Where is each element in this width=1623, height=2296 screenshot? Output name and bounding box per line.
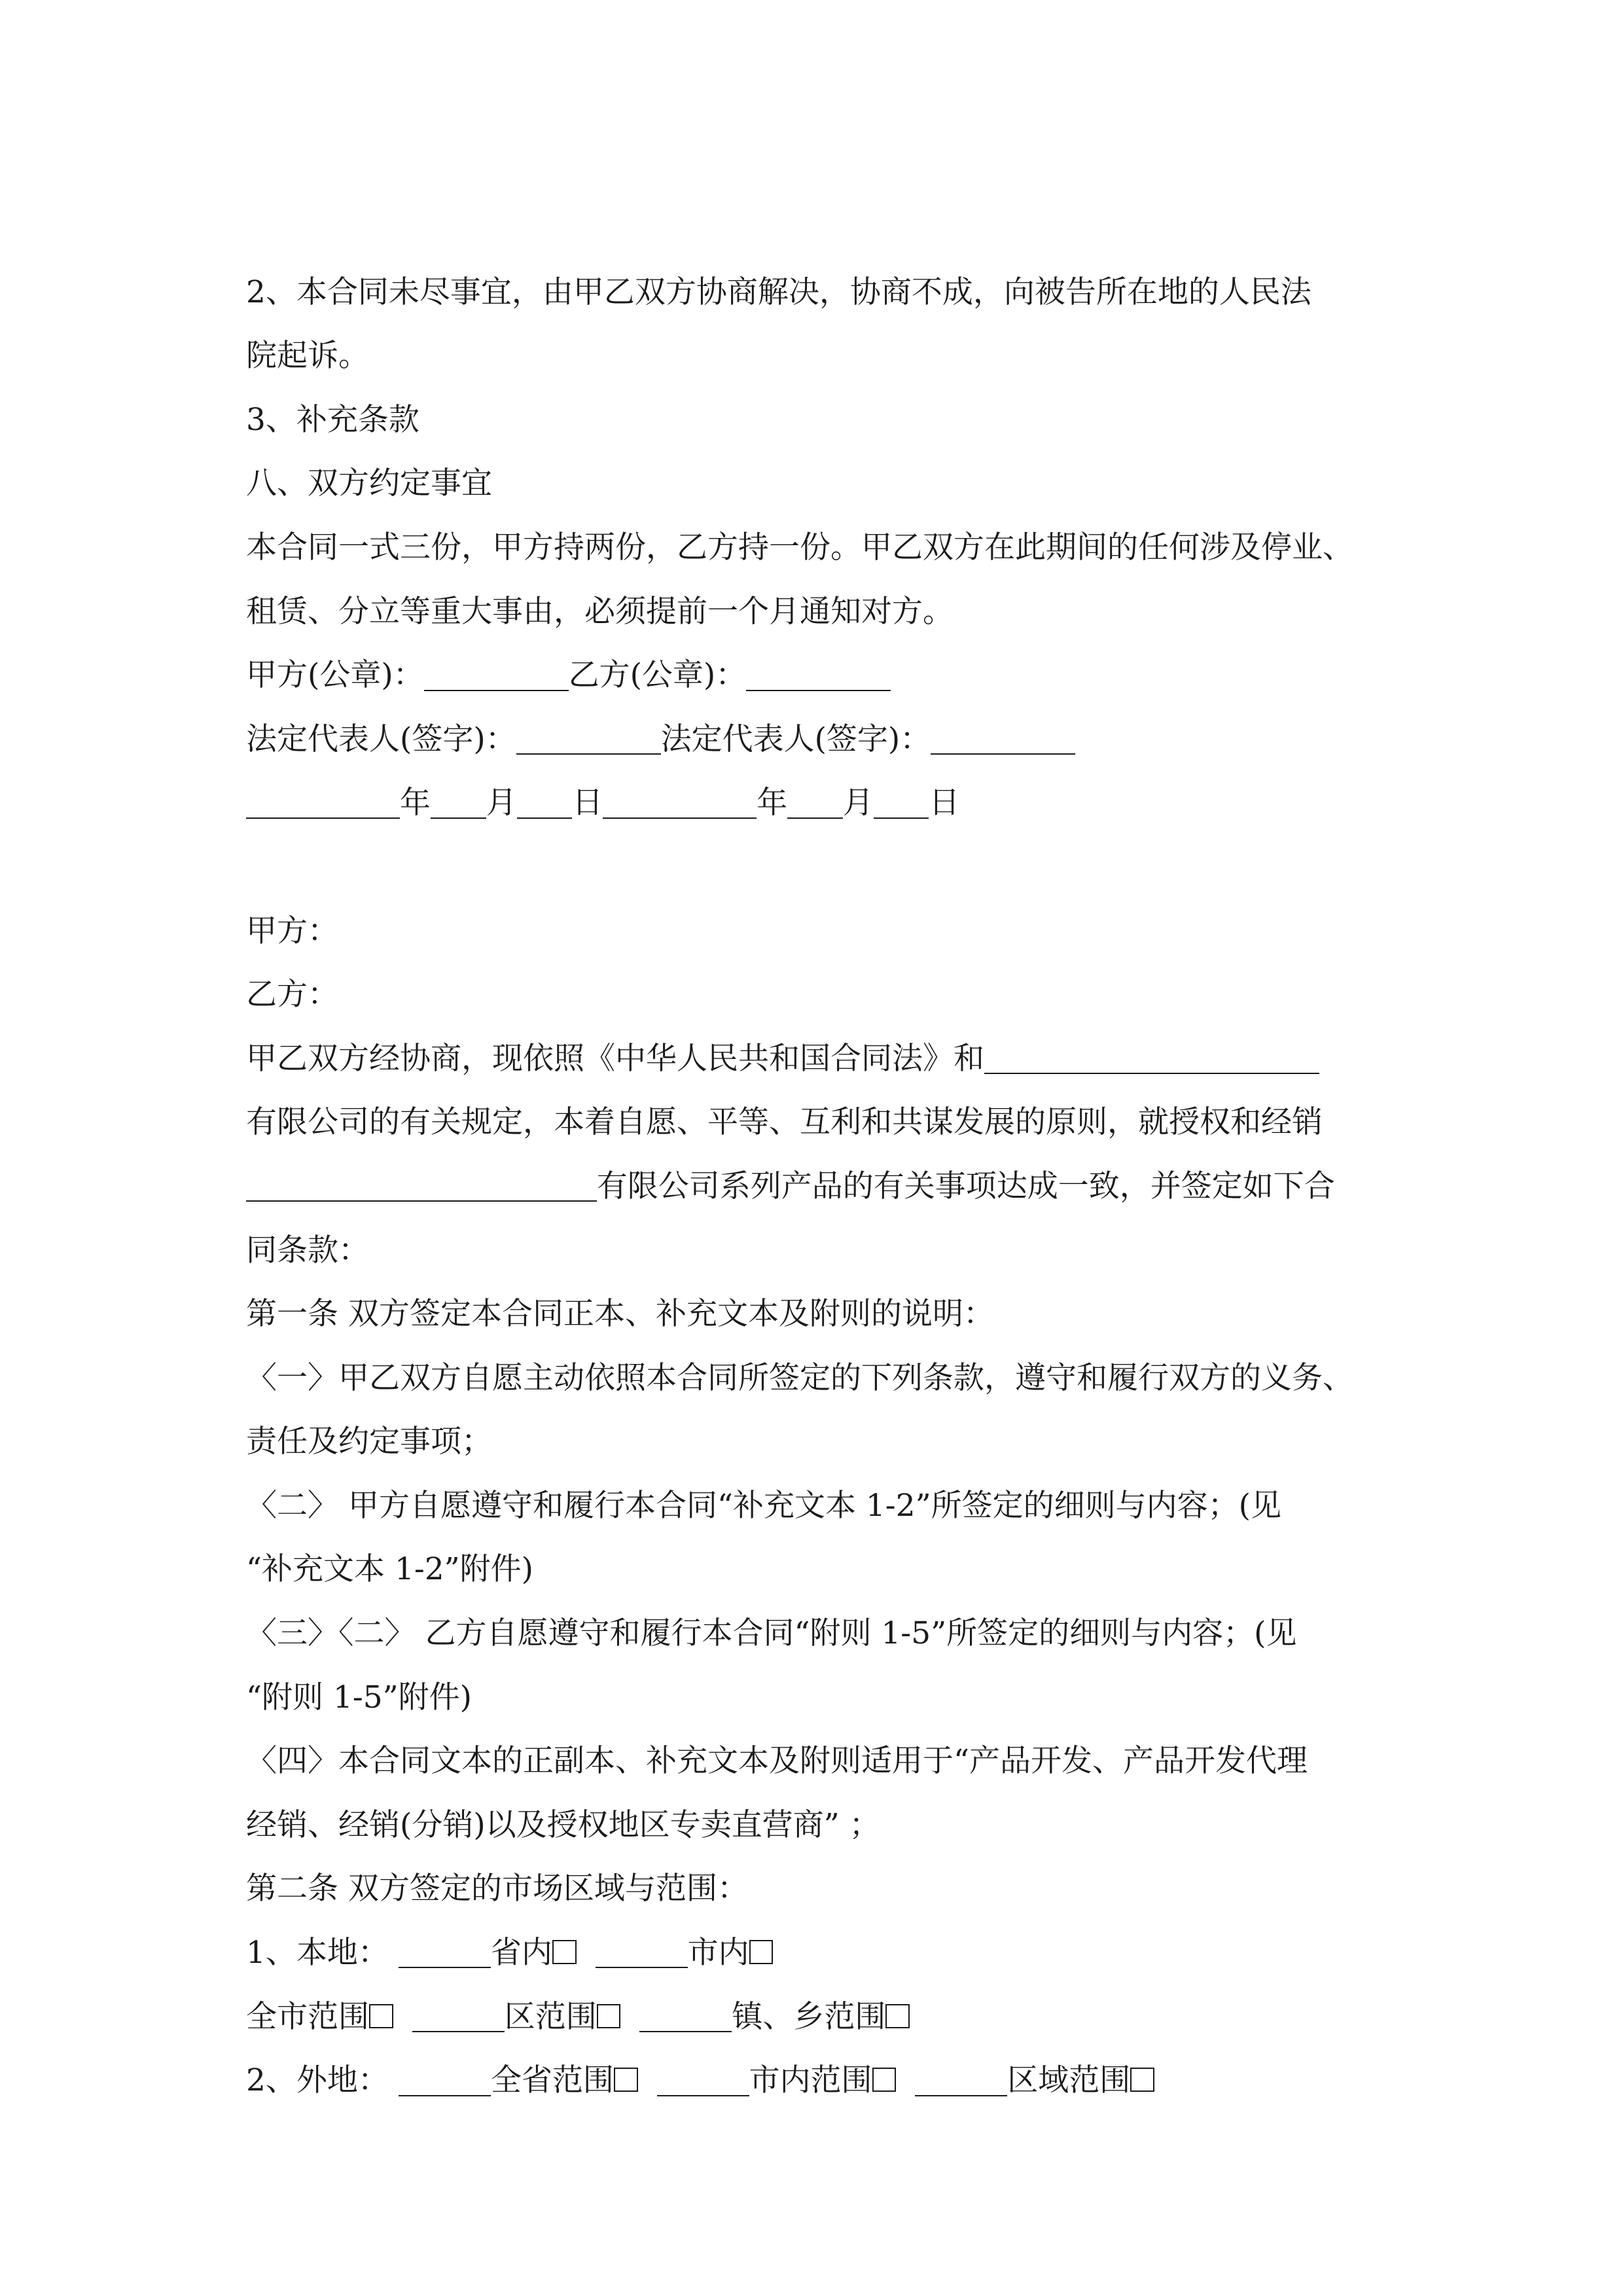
date-line bbox=[246, 771, 1378, 835]
party-a-label: 甲方： bbox=[246, 912, 338, 949]
preamble-text-1: 甲乙双方经协商，现依照《中华人民共和国合同法》和 bbox=[246, 1040, 984, 1077]
town-scope-checkbox[interactable] bbox=[885, 2004, 910, 2028]
party-a-month-blank bbox=[431, 785, 486, 818]
day-label-b: 日 bbox=[929, 785, 960, 821]
company-name-blank-2 bbox=[246, 1168, 597, 1202]
party-b-label: 乙方： bbox=[246, 977, 338, 1013]
party-a-rep-label: 法定代表人(签字)： bbox=[246, 721, 516, 757]
section-8-heading: 八、双方约定事宜 bbox=[246, 465, 492, 502]
within-province-label: 省内 bbox=[490, 1935, 552, 1971]
section-8-text-2: 租赁、分立等重大事由，必须提前一个月通知对方。 bbox=[246, 593, 954, 630]
local-scope-line bbox=[246, 1985, 1378, 2049]
article-1-heading: 第一条 双方签定本合同正本、补充文本及附则的说明： bbox=[246, 1296, 994, 1333]
province-wide-label: 全省范围 bbox=[490, 2062, 614, 2099]
article-1-item-1-line-1: 〈一〉甲乙双方自愿主动依照本合同所签定的下列条款，遵守和履行双方的义务、 bbox=[246, 1359, 1353, 1396]
town-scope-label: 镇、乡范围 bbox=[732, 1998, 886, 2035]
citywide-label: 全市范围 bbox=[246, 1998, 369, 2035]
district-scope-checkbox[interactable] bbox=[597, 2004, 621, 2028]
party-b-rep-label: 法定代表人(签字)： bbox=[660, 721, 931, 757]
month-label-a: 月 bbox=[486, 785, 517, 821]
city-blank bbox=[596, 1935, 688, 1968]
within-province-checkbox[interactable] bbox=[552, 1940, 577, 1964]
signature-line bbox=[246, 708, 1378, 772]
external-label: 2、外地： bbox=[246, 2062, 389, 2099]
article-1-item-2-line-2: “补充文本 1-2”附件) bbox=[246, 1551, 534, 1588]
month-label-b: 月 bbox=[842, 785, 874, 821]
article-1-item-4-line-2: 经销、经销(分销)以及授权地区专卖直营商” ； bbox=[246, 1806, 880, 1843]
preamble-line-3 bbox=[246, 1155, 1378, 1219]
preamble-line-1 bbox=[246, 1027, 1378, 1091]
party-b-rep-blank bbox=[931, 721, 1075, 755]
party-b-month-blank bbox=[787, 785, 843, 818]
preamble-line-2: 有限公司的有关规定，本着自愿、平等、互利和共谋发展的原则，就授权和经销 bbox=[246, 1104, 1323, 1141]
party-b-seal-label: 乙方(公章)： bbox=[568, 657, 747, 694]
article-1-item-4-line-1: 〈四〉本合同文本的正副本、补充文本及附则适用于“产品开发、产品开发代理 bbox=[246, 1743, 1308, 1780]
seal-line bbox=[246, 643, 1378, 708]
day-label-a: 日 bbox=[572, 785, 603, 821]
preamble-text-3: 有限公司系列产品的有关事项达成一致，并签定如下合 bbox=[596, 1168, 1335, 1204]
ext-city-blank bbox=[657, 2062, 749, 2096]
regional-scope-label: 区域范围 bbox=[1007, 2062, 1131, 2099]
district-scope-label: 区范围 bbox=[504, 1998, 597, 2035]
clause-3: 3、补充条款 bbox=[246, 401, 419, 438]
within-city-label: 市内 bbox=[687, 1935, 749, 1971]
district-blank bbox=[412, 1999, 505, 2032]
year-label-b: 年 bbox=[757, 785, 788, 821]
preamble-line-4: 同条款： bbox=[246, 1232, 369, 1268]
province-wide-checkbox[interactable] bbox=[614, 2068, 638, 2092]
article-1-item-2-line-1: 〈二〉 甲方自愿遵守和履行本合同“补充文本 1-2”所签定的细则与内容；(见 bbox=[246, 1487, 1281, 1524]
province-blank bbox=[399, 1935, 491, 1968]
ext-region-blank bbox=[915, 2062, 1007, 2096]
article-1-item-1-line-2: 责任及约定事项； bbox=[246, 1424, 492, 1460]
clause-2-line-2: 院起诉。 bbox=[246, 338, 369, 374]
ext-city-scope-checkbox[interactable] bbox=[872, 2068, 897, 2092]
year-label-a: 年 bbox=[400, 785, 431, 821]
party-a-seal-blank bbox=[424, 657, 569, 691]
clause-2-line-1: 2、本合同未尽事宜，由甲乙双方协商解决，协商不成，向被告所在地的人民法 bbox=[246, 274, 1311, 310]
ext-province-blank bbox=[399, 2062, 491, 2096]
local-label: 1、本地： bbox=[246, 1935, 389, 1971]
party-a-seal-label: 甲方(公章)： bbox=[246, 657, 424, 694]
regional-scope-checkbox[interactable] bbox=[1130, 2068, 1154, 2092]
ext-city-scope-label: 市内范围 bbox=[749, 2062, 872, 2099]
party-a-rep-blank bbox=[516, 721, 661, 755]
top-spacer bbox=[246, 196, 1378, 260]
article-2-heading: 第二条 双方签定的市场区域与范围： bbox=[246, 1871, 748, 1907]
party-b-seal-blank bbox=[746, 657, 891, 691]
external-area-line bbox=[246, 2049, 1378, 2113]
within-city-checkbox[interactable] bbox=[749, 1940, 774, 1964]
section-gap bbox=[246, 835, 1378, 899]
contract-page bbox=[246, 196, 1378, 2113]
local-area-line bbox=[246, 1921, 1378, 1985]
party-a-year-blank bbox=[246, 785, 400, 818]
party-b-year-blank bbox=[603, 785, 757, 818]
article-1-item-3-line-1: 〈三〉〈二〉 乙方自愿遵守和履行本合同“附则 1-5”所签定的细则与内容；(见 bbox=[246, 1615, 1297, 1652]
citywide-checkbox[interactable] bbox=[369, 2004, 393, 2028]
party-a-day-blank bbox=[517, 785, 573, 818]
party-b-day-blank bbox=[874, 785, 929, 818]
article-1-item-3-line-2: “附则 1-5”附件) bbox=[246, 1679, 473, 1715]
town-blank bbox=[639, 1999, 732, 2032]
section-8-text-1: 本合同一式三份，甲方持两份，乙方持一份。甲乙双方在此期间的任何涉及停业、 bbox=[246, 529, 1353, 565]
company-name-blank-1 bbox=[984, 1041, 1319, 1074]
